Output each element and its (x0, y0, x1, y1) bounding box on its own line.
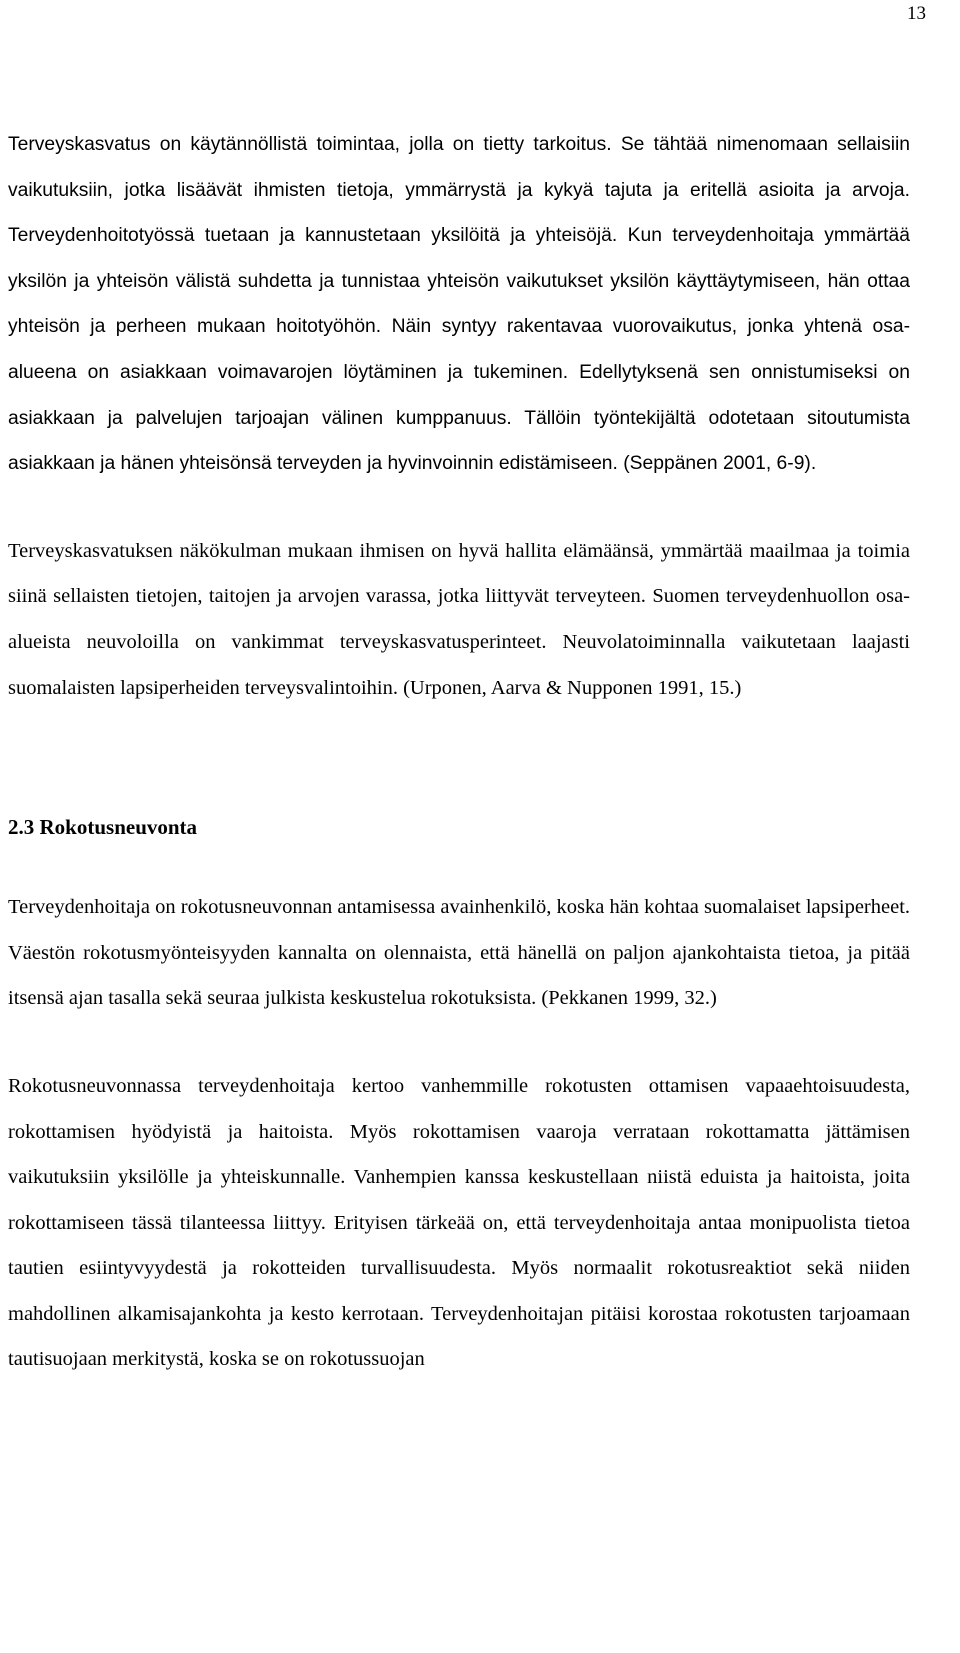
paragraph-vaccination-discussion: Rokotusneuvonnassa terveydenhoitaja kertoo vanhemmille rokotusten ottamisen vapaaehtoisuudesta, rokottamisen hyödyistä ja haitoista. Myös rokottamisen vaaroja verrataan rokottamatta jättämisen vaikutuksiin yksilölle ja yhteiskunnalle. Vanhempien kanssa keskustellaan niistä eduista ja haitoista, joita rokottamiseen tässä tilanteessa liittyy. Erityisen tärkeää on, että terveydenhoitaja antaa monipuolista tietoa tautien esiintyvyydestä ja rokotteiden turvallisuudesta. Myös normaalit rokotusreaktiot sekä niiden mahdollinen alkamisajankohta ja kesto kerrotaan. Terveydenhoitajan pitäisi korostaa rokotusten tarjoamaan tautisuojaan merkitystä, koska se on rokotussuojan (8, 1074, 910, 1371)
document-body (8, 122, 910, 1383)
paragraph-health-education: Terveyskasvatus on käytännöllistä toimintaa, jolla on tietty tarkoitus. Se tähtää nimenomaan sellaisiin vaikutuksiin, jotka lisäävät ihmisten tietoja, ymmärrystä ja kykyä tajuta ja eritellä asioita ja arvoja. Terveydenhoitotyössä tuetaan ja kannustetaan yksilöitä ja yhteisöjä. Kun terveydenhoitaja ymmärtää yksilön ja yhteisön välistä suhdetta ja tunnistaa yhteisön vaikutukset yksilön käyttäytymiseen, hän ottaa yhteisön ja perheen mukaan hoitotyöhön. Näin syntyy rakentavaa vuorovaikutus, jonka yhtenä osa-alueena on asiakkaan voimavarojen löytäminen ja tukeminen. Edellytyksenä sen onnistumiseksi on asiakkaan ja palvelujen tarjoajan välinen kumppanuus. Tällöin työntekijältä odotetaan sitoutumista asiakkaan ja hänen yhteisönsä terveyden ja hyvinvoinnin edistämiseen. (Seppänen 2001, 6-9). (8, 134, 910, 475)
section-heading: 2.3 Rokotusneuvonta (8, 815, 198, 840)
page-number: 13 (907, 3, 926, 24)
paragraph-health-education-perspective: Terveyskasvatuksen näkökulman mukaan ihmisen on hyvä hallita elämäänsä, ymmärtää maailmaa ja toimia siinä sellaisten tietojen, taitojen ja arvojen varassa, jotka liittyvät terveyteen. Suomen terveydenhuollon osa- alueista neuvoloilla on vankimmat terveyskasvatusperinteet. Neuvolatoiminnalla vaikutetaan laajasti suomalaisten lapsiperheiden terveysvalintoihin. (Urponen, Aarva & Nupponen 1991, 15.) (8, 539, 910, 699)
paragraph-vaccination-counselling: Terveydenhoitaja on rokotusneuvonnan antamisessa avainhenkilö, koska hän kohtaa suomalaiset lapsiperheet. Väestön rokotusmyönteisyyden kannalta on olennaista, että hänellä on paljon ajankohtaista tietoa, ja pitää itsensä ajan tasalla sekä seuraa julkista keskustelua rokotuksista. (Pekkanen 1999, 32.) (8, 896, 911, 1010)
